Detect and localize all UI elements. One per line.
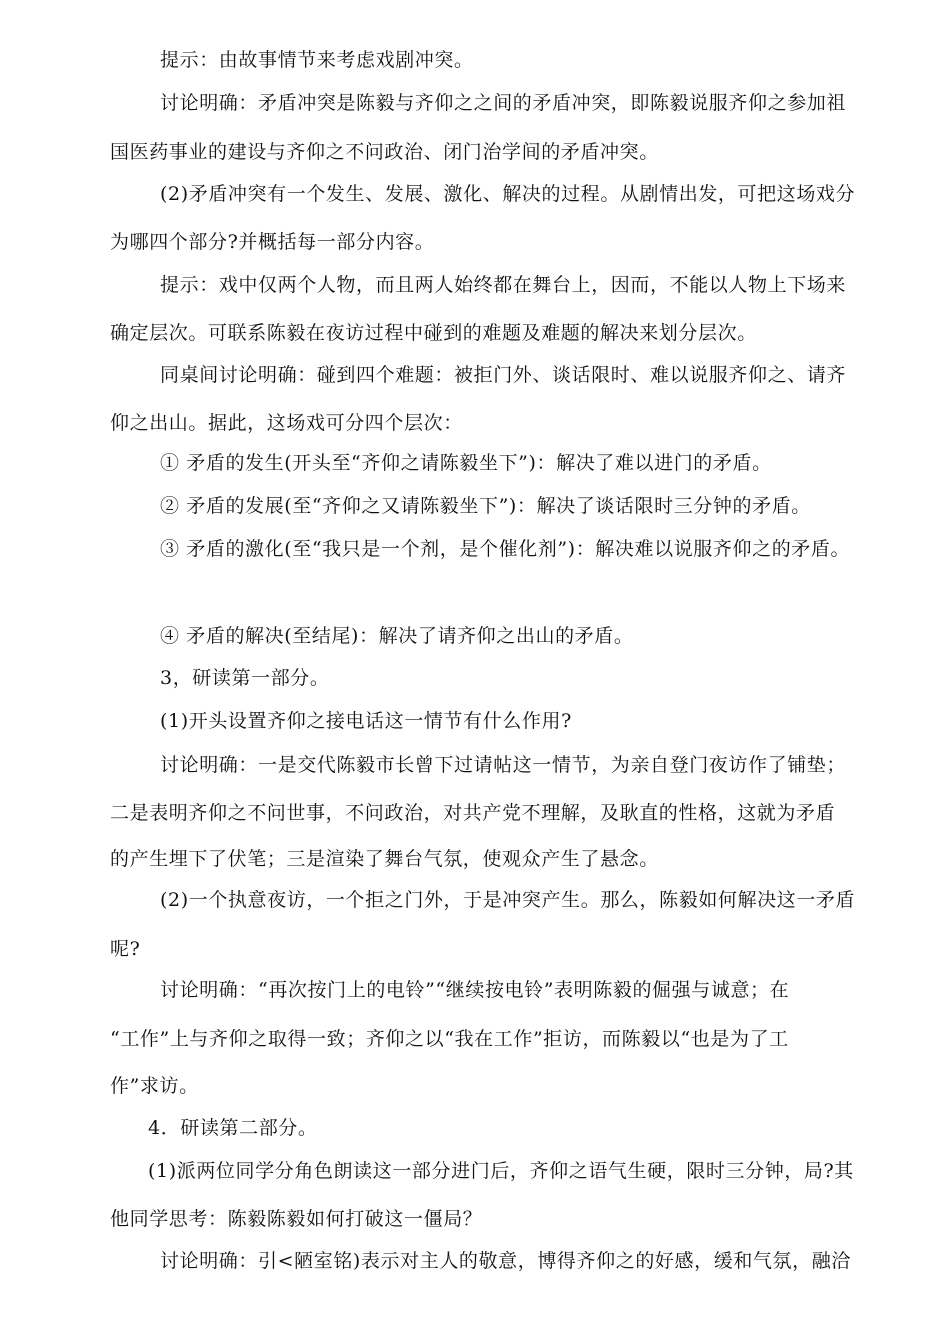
paragraph-line: 讨论明确：“再次按门上的电铃”“继续按电铃”表明陈毅的倔强与诚意；在	[160, 979, 790, 1001]
list-item: ② 矛盾的发展(至“齐仰之又请陈毅坐下”)：解决了谈话限时三分钟的矛盾。	[160, 495, 811, 517]
paragraph-line: 讨论明确：一是交代陈毅市长曾下过请帖这一情节，为亲自登门夜访作了铺垫；	[160, 754, 847, 776]
paragraph-line: 仰之出山。据此，这场戏可分四个层次：	[110, 412, 463, 434]
paragraph-line: 他同学思考：陈毅陈毅如何打破这一僵局？	[110, 1208, 483, 1230]
section-heading: 3，研读第一部分。	[160, 667, 330, 689]
list-item: ③ 矛盾的激化(至“我只是一个剂，是个催化剂”)：解决难以说服齐仰之的矛盾。	[160, 538, 851, 560]
paragraph-line: 同桌间讨论明确：碰到四个难题：被拒门外、谈话限时、难以说服齐仰之、请齐	[160, 364, 847, 386]
paragraph-line: (2)一个执意夜访，一个拒之门外，于是冲突产生。那么，陈毅如何解决这一矛盾	[160, 889, 856, 911]
paragraph-line: 二是表明齐仰之不问世事，不问政治，对共产党不理解，及耿直的性格，这就为矛盾	[110, 802, 836, 824]
paragraph-line: 确定层次。可联系陈毅在夜访过程中碰到的难题及难题的解决来划分层次。	[110, 322, 757, 344]
section-heading: 4．研读第二部分。	[148, 1117, 318, 1139]
paragraph-line: 提示：由故事情节来考虑戏剧冲突。	[160, 49, 474, 71]
paragraph-line: 提示：戏中仅两个人物，而且两人始终都在舞台上，因而，不能以人物上下场来	[160, 274, 847, 296]
paragraph-line: 的产生埋下了伏笔；三是渲染了舞台气氛，使观众产生了悬念。	[110, 848, 659, 870]
paragraph-line: 讨论明确：引<陋室铭)表示对主人的敬意，博得齐仰之的好感，缓和气氛，融洽	[160, 1250, 851, 1272]
paragraph-line: “工作”上与齐仰之取得一致；齐仰之以“我在工作”拒访，而陈毅以“也是为了工	[110, 1028, 789, 1050]
paragraph-line: 讨论明确：矛盾冲突是陈毅与齐仰之之间的矛盾冲突，即陈毅说服齐仰之参加祖	[160, 92, 847, 114]
paragraph-line: (2)矛盾冲突有一个发生、发展、激化、解决的过程。从剧情出发，可把这场戏分	[160, 183, 856, 205]
paragraph-line: 呢?	[110, 938, 141, 960]
list-item: ④ 矛盾的解决(至结尾)：解决了请齐仰之出山的矛盾。	[160, 625, 634, 647]
list-item: ① 矛盾的发生(开头至“齐仰之请陈毅坐下”)：解决了难以进门的矛盾。	[160, 452, 772, 474]
paragraph-line: 为哪四个部分?并概括每一部分内容。	[110, 231, 435, 253]
paragraph-line: 国医药事业的建设与齐仰之不问政治、闭门治学间的矛盾冲突。	[110, 141, 659, 163]
paragraph-line: (1)派两位同学分角色朗读这一部分进门后，齐仰之语气生硬，限时三分钟，局?其	[148, 1160, 854, 1182]
paragraph-line: 作”求访。	[110, 1075, 199, 1097]
paragraph-line: (1)开头设置齐仰之接电话这一情节有什么作用?	[160, 710, 572, 732]
